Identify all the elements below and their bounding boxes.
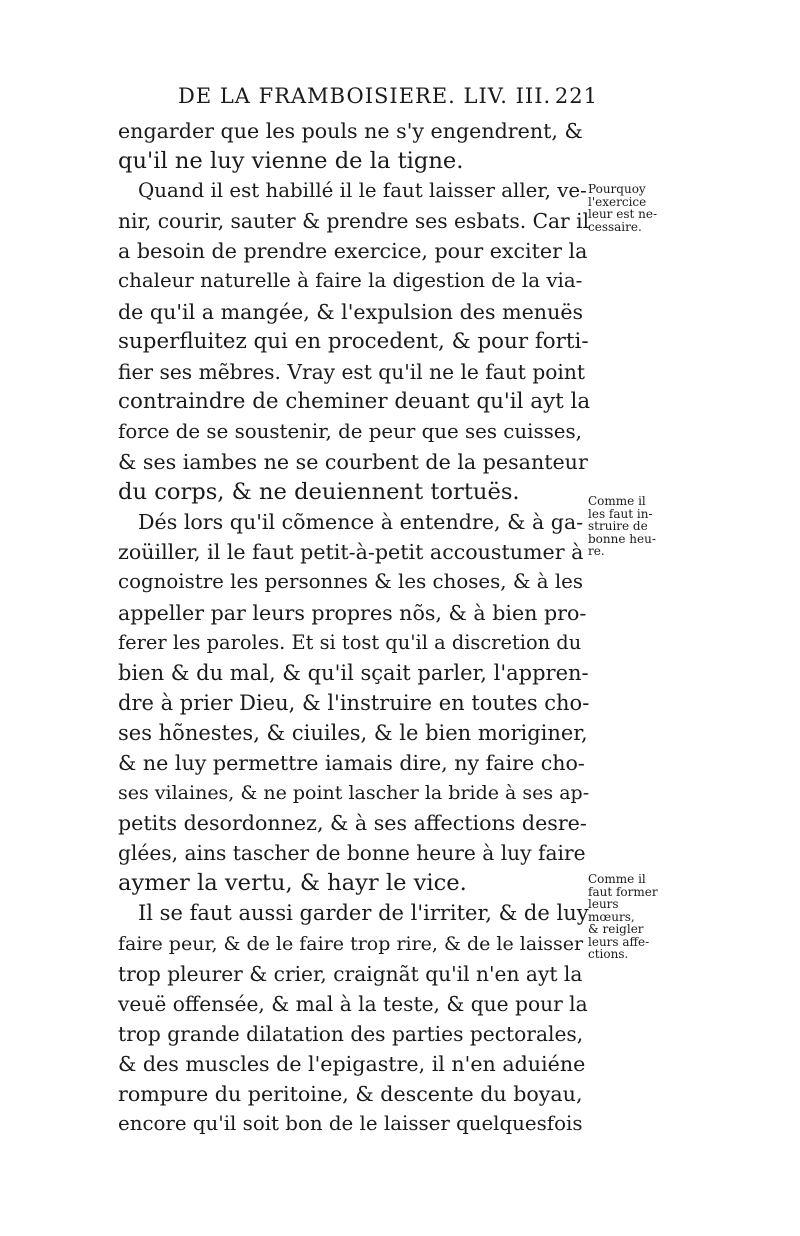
text-line: cognoistre les personnes & les choses, & à les bbox=[118, 570, 584, 594]
text-line: ses hõnestes, & ciuiles, & le bien moriginer, bbox=[118, 720, 588, 745]
text-line: ferer les paroles. Et si tost qu'il a discretion du bbox=[118, 630, 582, 654]
margin-note-line: Comme il bbox=[588, 872, 646, 886]
text-line: rompure du peritoine, & descente du boyau, bbox=[118, 1082, 583, 1106]
text-line: de qu'il a mangée, & l'expulsion des menuës bbox=[118, 299, 584, 324]
body-text bbox=[118, 116, 590, 1139]
margin-note-line: bonne heu- bbox=[588, 531, 656, 546]
margin-note-manners bbox=[588, 873, 688, 961]
text-line: aymer la vertu, & hayr le vice. bbox=[118, 870, 467, 897]
margin-note-instruction bbox=[588, 495, 688, 558]
running-header bbox=[178, 84, 598, 114]
running-title: DE LA FRAMBOISIERE. LIV. III. bbox=[178, 84, 552, 108]
margin-note-line: mœurs, bbox=[588, 909, 635, 924]
margin-note-line: ctions. bbox=[588, 947, 629, 961]
text-line: appeller par leurs propres nõs, & à bien pro- bbox=[118, 600, 587, 625]
margin-note-exercise bbox=[588, 183, 688, 233]
text-line: nir, courir, sauter & prendre ses esbats. Car il bbox=[118, 209, 590, 234]
margin-note-line: cessaire. bbox=[588, 219, 642, 234]
margin-note-line: les faut in- bbox=[588, 506, 653, 521]
margin-note-line: Pourquoy bbox=[588, 182, 646, 196]
text-line: contraindre de cheminer deuant qu'il ayt la bbox=[118, 388, 591, 414]
text-line: trop pleurer & crier, craignãt qu'il n'en ayt la bbox=[118, 961, 583, 986]
text-line: & ne luy permettre iamais dire, ny faire cho- bbox=[118, 750, 585, 775]
text-line: a besoin de prendre exercice, pour exciter la bbox=[118, 239, 588, 264]
text-line: fier ses mẽbres. Vray est qu'il ne le faut point bbox=[118, 359, 585, 384]
text-line: ses vilaines, & ne point lascher la bride à ses ap- bbox=[118, 782, 590, 805]
margin-note-line: leurs bbox=[588, 897, 619, 911]
page-number: 221 bbox=[554, 84, 598, 108]
margin-note-line: faut former bbox=[588, 884, 658, 899]
text-line: & des muscles de l'epigastre, il n'en aduiéne bbox=[118, 1051, 586, 1076]
text-line: veuë offensée, & mal à la teste, & que pour la bbox=[118, 991, 588, 1016]
text-line: glées, ains tascher de bonne heure à luy faire bbox=[118, 841, 586, 866]
text-line: chaleur naturelle à faire la digestion de la via- bbox=[118, 269, 583, 293]
margin-note-line: leurs affe- bbox=[588, 934, 650, 949]
text-line: trop grande dilatation des parties pectorales, bbox=[118, 1021, 584, 1046]
text-line: superfluitez qui en procedent, & pour forti- bbox=[118, 328, 589, 354]
text-line: faire peur, & de le faire trop rire, & de le laisser bbox=[118, 932, 584, 955]
text-line: force de se soustenir, de peur que ses cuisses, bbox=[118, 419, 582, 443]
text-line: dre à prier Dieu, & l'instruire en toutes cho- bbox=[118, 690, 590, 715]
text-line: Dés lors qu'il cõmence à entendre, & à ga- bbox=[138, 510, 584, 535]
text-line: Quand il est habillé il le faut laisser aller, ve- bbox=[138, 179, 587, 203]
text-line: zoüiller, il le faut petit-à-petit accoustumer à bbox=[118, 540, 584, 565]
text-line: qu'il ne luy vienne de la tigne. bbox=[118, 148, 464, 175]
text-line: & ses iambes ne se courbent de la pesanteur bbox=[118, 450, 588, 475]
margin-note-line: Comme il bbox=[588, 494, 646, 508]
margin-note-line: l'exercice bbox=[588, 194, 647, 209]
margin-note-line: leur est ne- bbox=[588, 207, 657, 221]
text-line: petits desordonnez, & à ses affections desre- bbox=[118, 811, 587, 836]
text-line: bien & du mal, & qu'il sçait parler, l'appren- bbox=[118, 660, 589, 685]
text-line: du corps, & ne deuiennent tortuës. bbox=[118, 479, 520, 506]
text-line: encore qu'il soit bon de le laisser quelquesfois bbox=[118, 1112, 583, 1136]
margin-note-line: & reigler bbox=[588, 922, 644, 936]
margin-note-line: re. bbox=[588, 544, 605, 558]
text-line: Il se faut aussi garder de l'irriter, & de luy bbox=[138, 901, 589, 926]
text-line: engarder que les pouls ne s'y engendrent, & bbox=[118, 119, 583, 143]
margin-note-line: struire de bbox=[588, 519, 648, 533]
